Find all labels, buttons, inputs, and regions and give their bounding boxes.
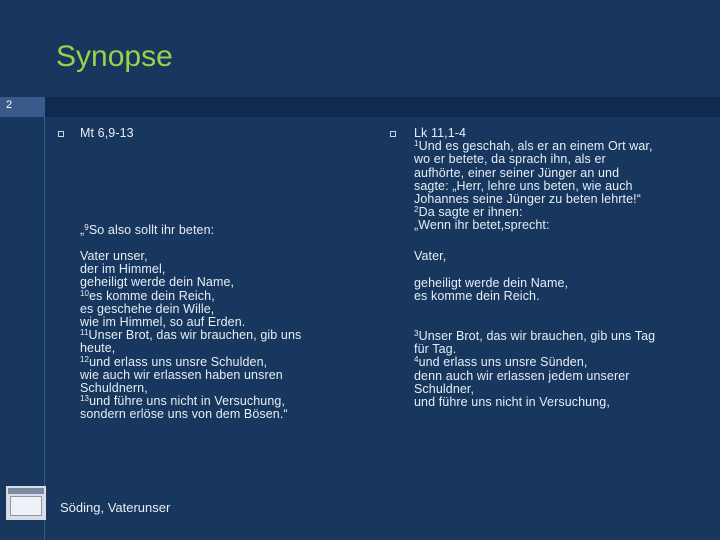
left-divider-line [44, 117, 45, 540]
list-item: Schuldner, [414, 381, 475, 396]
right-middle [414, 277, 568, 303]
right-end [414, 330, 655, 409]
list-item: $^{12}$und erlass uns unsre Schulden, [80, 354, 268, 369]
list-item: geheiligt werde dein Name, [80, 275, 235, 290]
university-logo-icon [6, 486, 46, 520]
list-item: es geschehe dein Wille, [80, 301, 215, 316]
list-item: „Wenn ihr betet,sprecht: [414, 218, 550, 233]
list-item: wie auch wir erlassen haben unsren [80, 367, 283, 382]
list-item: $^{11}$Unser Brot, das wir brauchen, gib uns [80, 328, 302, 343]
list-item: geheiligt werde dein Name, [414, 276, 569, 290]
list-item: Vater unser, [80, 249, 148, 263]
footer-text: Söding, Vaterunser [60, 500, 171, 515]
list-item: $^4$und erlass uns unsre Sünden, [414, 355, 588, 370]
right-heading: Lk 11,1-4 [414, 126, 467, 140]
list-item: sagte: „Herr, lehre uns beten, wie auch [414, 178, 633, 193]
list-item: der im Himmel, [80, 262, 166, 277]
list-item: Johannes seine Jünger zu beten lehrte!“ [414, 192, 641, 207]
bullet-icon-left [58, 131, 64, 137]
list-item: Schuldnern, [80, 381, 148, 396]
list-item: für Tag. [414, 342, 457, 357]
header-bar [45, 97, 720, 117]
list-item: $^2$Da sagte er ihnen: [414, 205, 523, 220]
left-prayer-text [80, 250, 301, 422]
list-item: aufhörte, einer seiner Jünger an und [414, 165, 620, 180]
right-text [414, 127, 653, 233]
list-item: $^{10}$es komme dein Reich, [80, 288, 215, 303]
list-item: $^3$Unser Brot, das wir brauchen, gib uns Tag [414, 329, 656, 343]
bullet-icon-right [390, 131, 396, 137]
list-item: wie im Himmel, so auf Erden. [80, 315, 246, 330]
list-item: $^1$Und es geschah, als er an einem Ort war, [414, 139, 653, 154]
list-item: heute, [80, 341, 116, 356]
list-item: und führe uns nicht in Versuchung, [414, 395, 610, 410]
left-heading: Mt 6,9-13 [80, 126, 134, 140]
list-item: denn auch wir erlassen jedem unserer [414, 368, 630, 383]
list-item: es komme dein Reich. [414, 289, 540, 304]
slide-number: 2 [6, 99, 13, 111]
list-item: wo er betete, da sprach ihn, als er [414, 152, 606, 167]
right-vater: Vater, [414, 249, 447, 263]
list-item: sondern erlöse uns von dem Bösen.“ [80, 407, 288, 422]
list-item: $^{13}$und führe uns nicht in Versuchung, [80, 394, 286, 409]
slide-title: Synopse [56, 40, 173, 73]
left-intro-line: „$^9$So also sollt ihr beten: [80, 223, 215, 237]
